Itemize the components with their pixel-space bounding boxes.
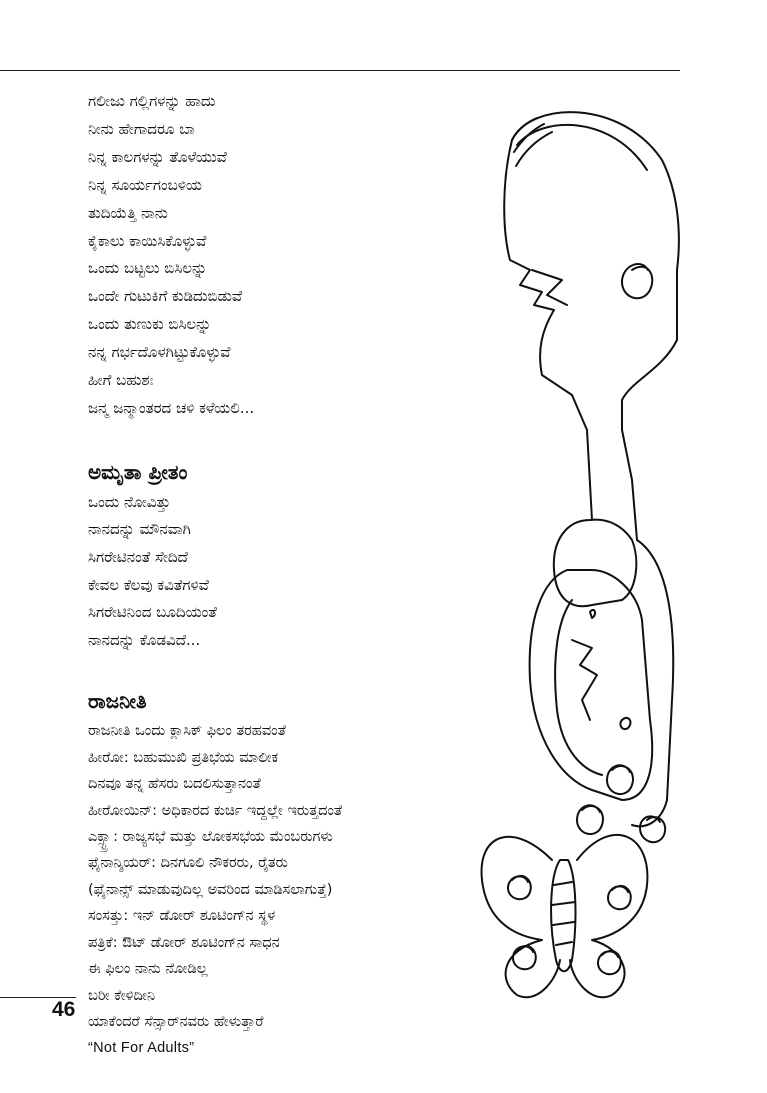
figure-inner-face: [572, 640, 597, 720]
poem-line: ಒಂದು ಬಟ್ಟಲು ಬಿಸಿಲನ್ನು: [88, 259, 208, 278]
arm-spiral-2: [577, 805, 603, 834]
figure-hood-stripes: [512, 118, 552, 166]
butterfly-wing-right: [570, 835, 647, 997]
poem-line: ಹೀಗೆ ಬಹುಶಃ: [88, 371, 154, 390]
poem-line: ಬರೀ ಕೇಳಿದೀನಿ: [88, 987, 156, 1004]
poem-untitled: [88, 88, 488, 423]
poem-line: ದಿನವೂ ತನ್ನ ಹೆಸರು ಬದಲಿಸುತ್ತಾನಂತೆ: [88, 776, 261, 793]
poem-line: ಪತ್ರಿಕೆ: ಔಟ್ ಡೋರ್ ಶೂಟಿಂಗ್‌ನ ಸಾಧನ: [88, 934, 280, 951]
butterfly-body: [551, 860, 575, 971]
butterfly-body-stripes: [552, 882, 575, 945]
figure-arm: [632, 540, 673, 826]
poem-line: ನಾನದನ್ನು ಕೊಡವಿದೆ...: [88, 630, 201, 649]
poem-title: ರಾಜನೀತಿ: [88, 689, 147, 714]
poem-line: ಎಕ್ಸ್ಟ್ರಾ: ರಾಜ್ಯಸಭೆ ಮತ್ತು ಲೋಕಸಭೆಯ ಮೆಂಬರುಗಳು: [88, 829, 333, 846]
poem-line: ಹೀರೋ: ಬಹುಮುಖಿ ಪ್ರತಿಭೆಯ ಮಾಲೀಕ: [88, 749, 279, 766]
poem-line: ಒಂದು ನೋವಿತ್ತು: [88, 492, 171, 511]
poem-line: ಸಂಸತ್ತು: ಇನ್ ಡೋರ್ ಶೂಟಿಂಗ್‌ನ ಸ್ಥಳ: [88, 908, 276, 925]
poem-line: ಸಿಗರೇಟಿನಿಂದ ಬೂದಿಯಂತೆ: [88, 603, 217, 622]
poem-column: [88, 88, 488, 1062]
poem-line: ಒಂದು ತುಣುಕು ಬಿಸಿಲನ್ನು: [88, 315, 212, 334]
butterfly-spiral-2: [608, 886, 631, 909]
butterfly-spiral-3: [513, 946, 536, 969]
top-rule: [0, 70, 680, 71]
poem-line: ಕೈಕಾಲು ಕಾಯಿಸಿಕೊಳ್ಳುವೆ: [88, 231, 207, 250]
poem-rajaneeti: [88, 686, 488, 1061]
poem-line: ಹೀರೋಯಿನ್: ಅಧಿಕಾರದ ಕುರ್ಚಿ ಇದ್ದಲ್ಲೇ ಇರುತ್ತದಂತೆ: [88, 802, 343, 819]
poem-line: ರಾಜನೀತಿ ಒಂದು ಕ್ಲಾಸಿಕ್ ಫಿಲಂ ತರಹವಂತೆ: [88, 723, 286, 740]
figure-face: [504, 140, 572, 395]
butterfly-spiral-1: [508, 876, 531, 899]
hand-spiral: [640, 816, 665, 842]
chain-link-upper: [554, 520, 636, 607]
inner-eye: [590, 610, 595, 618]
figure-neck-right: [622, 430, 637, 540]
page-number: 46: [52, 998, 76, 1021]
chain-link-inner: [555, 600, 602, 775]
poem-line: ಒಂದೇ ಗುಟುಕಿಗೆ ಕುಡಿದುಬಿಡುವೆ: [88, 287, 243, 306]
poem-line: ನಾನದನ್ನು ಮೌನವಾಗಿ: [88, 520, 191, 539]
poem-line: ನಿನ್ನ ಸೂರ್ಯಗಂಬಳಿಯ: [88, 175, 202, 194]
poem-line: ಫೈನಾನ್ಶಿಯರ್: ದಿನಗೂಲಿ ನೌಕರರು, ರೈತರು: [88, 855, 288, 872]
poem-title: ಅಮೃತಾ ಪ್ರೀತಂ: [88, 459, 188, 484]
poem-line: ನೀನು ಹೇಗಾದರೂ ಬಾ: [88, 119, 195, 138]
poem-line: ಸಿಗರೇಟಿನಂತೆ ಸೇದಿದೆ: [88, 548, 188, 567]
butterfly-spiral-4: [598, 951, 621, 974]
poem-line: ನಿನ್ನ ಕಾಲಗಳನ್ನು ತೊಳೆಯುವೆ: [88, 147, 227, 166]
ear-spiral: [622, 264, 652, 298]
butterfly-wing-left: [482, 837, 560, 997]
poem-amrita-pritam: [88, 457, 488, 655]
poem-line: ಜನ್ಮ ಜನ್ಮಾಂತರದ ಚಳಿ ಕಳೆಯಲಿ...: [88, 398, 255, 417]
poem-line: ತುದಿಯೆತ್ತಿ ನಾನು: [88, 203, 168, 222]
poem-line: ಈ ಫಿಲಂ ನಾನು ನೋಡಿಲ್ಲ: [88, 961, 208, 978]
figure-hood-inner: [517, 125, 647, 170]
poem-line: ಗಲೀಜು ಗಲ್ಲಿಗಳನ್ನು ಹಾದು: [88, 92, 216, 110]
figure-illustration: [472, 100, 700, 1000]
arm-dot: [620, 718, 630, 729]
poem-line: ನನ್ನ ಗರ್ಭದೊಳಗಿಟ್ಟುಕೊಳ್ಳುವೆ: [88, 343, 231, 362]
figure-neck-left: [572, 395, 592, 520]
arm-spiral-1: [607, 765, 633, 794]
poem-line: (ಫೈನಾನ್ಸ್ ಮಾಡುವುದಿಲ್ಲ ಅವರಿಂದ ಮಾಡಿಸಲಾಗುತ್ತೆ): [88, 881, 333, 898]
poem-line: ಯಾಕೆಂದರೆ ಸೆನ್ಸಾರ್‌ನವರು ಹೇಳುತ್ತಾರೆ: [88, 1013, 264, 1030]
poem-line: ಕೇವಲ ಕೆಲವು ಕವಿತೆಗಳಿವೆ: [88, 575, 209, 594]
poem-line-last: “Not For Adults”: [88, 1040, 195, 1057]
